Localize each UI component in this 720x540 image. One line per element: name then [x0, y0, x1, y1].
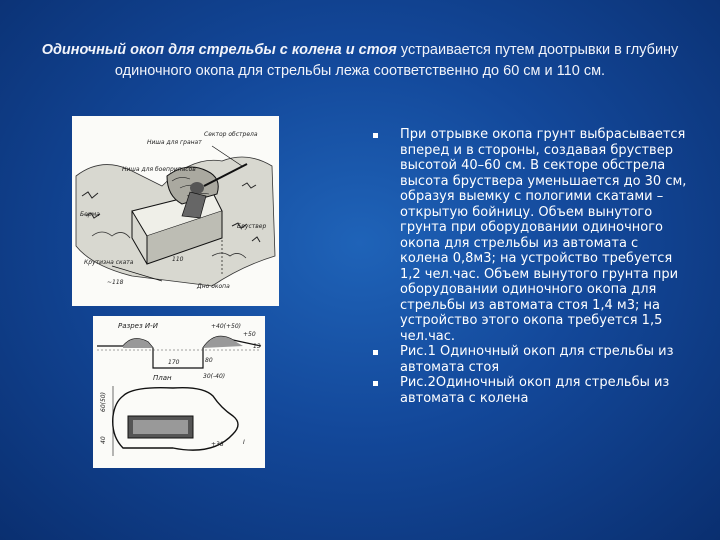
- label-krutizna: Крутизна ската: [84, 259, 134, 266]
- figure-1-svg: [72, 116, 279, 306]
- label-plan: План: [153, 374, 172, 382]
- label-nisha2: Ниша для боеприпасов: [122, 166, 196, 173]
- figure-2-trench-plan: [93, 316, 265, 468]
- figure-1-trench-drawing: [72, 116, 279, 306]
- bullet-item: [370, 344, 690, 375]
- bullet-text: При отрывке окопа грунт выбрасывается вперед и в стороны, создавая бруствер высотой 40–60 см. В секторе обстрела высота бруствера уменьшается до 30 см, образуя выемку с пологими скатами – открытую бойницу. Объем вынутого грунта при оборудовании одиночного окопа для стрельбы из автомата с колена 0,8м3; на устройство требуется 1,2 чел.час. Объем вынутого грунта при оборудовании одиночного окопа для стрельбы из автомата стоя 1,4 м3; на устройство этого окопа требуется 1,5 чел.час.: [400, 127, 687, 344]
- label-d-38: +38: [211, 441, 224, 448]
- label-d-170: 170: [168, 359, 180, 366]
- bullet-item: [370, 127, 690, 344]
- label-d-60-50: 60(50): [100, 392, 107, 412]
- bullet-text: Рис.1 Одиночный окоп для стрельбы из автомата стоя: [400, 344, 674, 375]
- bullet-item: [370, 375, 690, 406]
- bullet-text: Рис.2Одиночный окоп для стрельбы из автомата с колена: [400, 375, 670, 406]
- label-d-50: +50: [243, 331, 256, 338]
- label-dno: Дно окопа: [197, 283, 230, 290]
- label-d-13: 13: [253, 343, 261, 350]
- label-d-80: 80: [205, 357, 213, 364]
- bullet-square-icon: [373, 350, 378, 355]
- label-dim-110: 110: [172, 256, 184, 263]
- bullet-square-icon: [373, 133, 378, 138]
- label-razrez: Разрез И-И: [118, 322, 158, 330]
- title-rest: устраивается путем доотрывки в глубину одиночного окопа для стрельбы лежа соответственно до 60 см и 110 см.: [114, 42, 679, 79]
- label-brustver: Бруствер: [237, 223, 267, 230]
- bullet-square-icon: [373, 381, 378, 386]
- label-dim-118: ~118: [107, 279, 124, 286]
- label-d-40: 40: [100, 436, 107, 444]
- label-nisha: Ниша для гранат: [147, 139, 202, 146]
- figure-2-svg: [93, 316, 265, 468]
- label-mark-i: I: [243, 439, 245, 446]
- label-d-40-50: +40(+50): [211, 323, 242, 330]
- label-sector: Сектор обстрела: [204, 131, 258, 138]
- bullet-list: [370, 127, 690, 406]
- title-emphasis: Одиночный окоп для стрельбы с колена и стоя: [41, 42, 397, 58]
- label-berma: Берма: [80, 211, 100, 218]
- label-d-30-40: 30(-40): [203, 373, 226, 380]
- slide-title: [30, 40, 690, 82]
